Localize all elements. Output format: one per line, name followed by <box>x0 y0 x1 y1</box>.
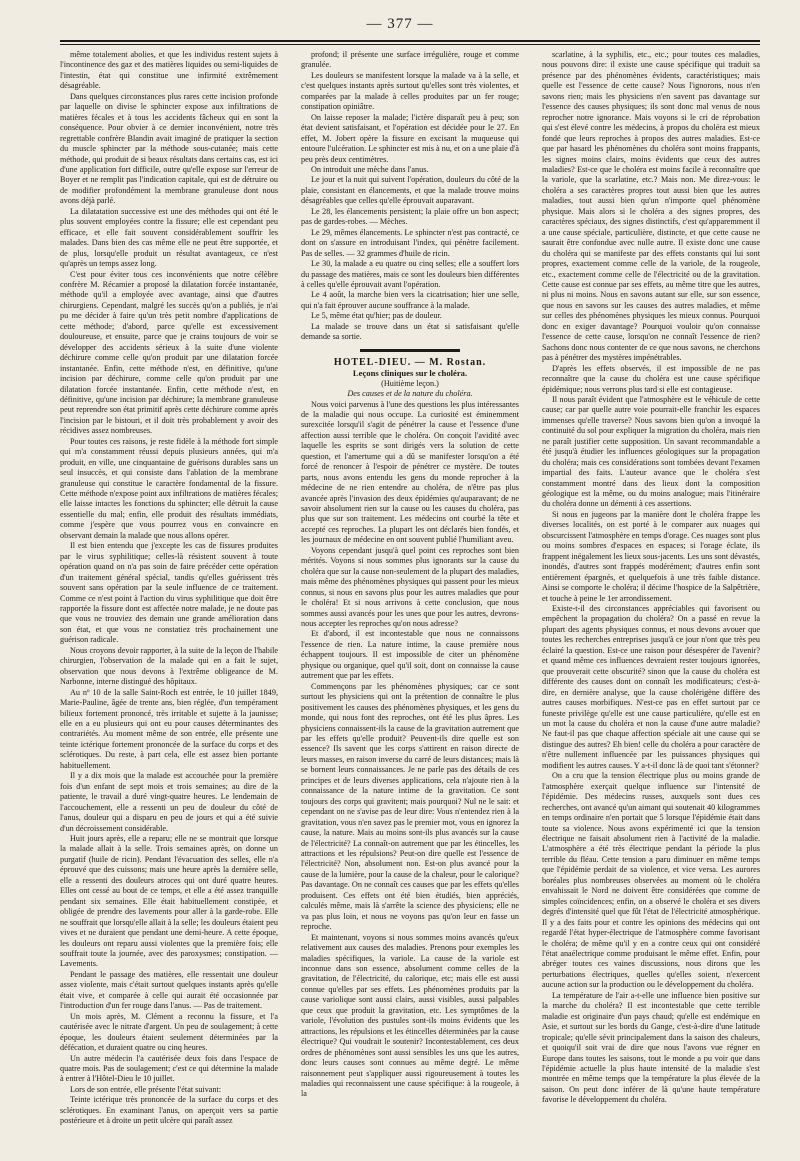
paragraph: Et d'abord, il est incontestable que nous ne connaissons l'essence de rien. La nature intime, la cause première nous échappent toujours. Il est impossible de citer un phénomène physique ou organique, quel qu'il soit, dont on connaisse la cause autrement que par les effets. <box>301 629 519 681</box>
paragraph: Un mois après, M. Clément a reconnu la fissure, et l'a cautérisée avec le nitrate d'argent. Un peu de soulagement; à cette époque, les douleurs étaient seulement déterminées par la défécation, et duraient quatre ou cinq heures. <box>60 1011 278 1053</box>
paragraph: Le jour et la nuit qui suivent l'opération, douleurs du côté de la plaie, consistant en élancements, et que la malade trouve moins désagréables que celles qu'elle éprouvait auparavant. <box>301 175 519 206</box>
section-subtitle: Leçons cliniques sur le choléra. <box>352 368 468 379</box>
paragraph: Le 5, même état qu'hier; pas de douleur. <box>311 311 442 321</box>
paragraph: Le 28, les élancements persistent; la plaie offre un bon aspect; pas de gardes-robes. — Mèches. <box>301 206 519 227</box>
paragraph: Il est bien entendu que j'excepte les cas de fissures produites par le virus syphilitique; celles-là résistent souvent à toute opération quand on n'a pas soin de faire précéder cette opération d'un traitement général spécial, tandis qu'elles guérissent très souvent sans opération par la seule influence de ce traitement. Comme ce n'est point à l'action du virus syphilitique que doit être rapportée la fissure dont est affectée notre malade, je ne doute pas que vous ne trouviez des demain une grande amélioration dans son état, et que vous ne constatiez très prochainement une guérison radicale. <box>60 541 278 645</box>
paragraph: La température de l'air a-t-elle une influence bien positive sur la marche du choléra? Il est incontestable que cette terrible maladie est originaire d'un pays chaud; qu'elle est endémique en Asie, et surtout sur les bords du Gange, c'est-à-dire d'une latitude tropicale; qu'elle sévit principalement dans la saison des chaleurs, et quoiqu'il soit vrai de dire que nous l'avons vue régner en Europe dans toutes les saisons, tout le monde a pu voir que dans l'épidémie actuelle la plus haute intensité de la maladie s'est montrée en même temps que la température la plus élevée de la saison. On peut donc inférer de là qu'une haute température favorise le développement du choléra. <box>542 990 760 1105</box>
paragraph: Teinte ictérique très prononcée de la surface du corps et des sclérotiques. En examinant l'anus, on aperçoit vers sa partie postérieure et à droite un petit ulcère qui paraît assez <box>60 1095 278 1126</box>
column-2 <box>301 50 519 1155</box>
paragraph: Le 29, mêmes élancements. Le sphincter n'est pas contracté, ce dont on s'assure en introduisant l'index, qui pénètre facilement. Pas de selles. — 32 grammes d'huile de ricin. <box>301 227 519 258</box>
paragraph: On a cru que la tension électrique plus ou moins grande de l'atmosphère exerçait quelque influence sur l'intensité de l'épidémie. Des médecins russes, auxquels sont dues ces recherches, ont avancé qu'un aimant qui soutenait 40 kilogrammes en temps ordinaire n'en portait que 5 lorsque l'épidémie était dans toute sa violence. Nous avons expérimenté ici que la tension électrique ne faisait absolument rien à l'activité de la maladie. L'atmosphère a été très électrique pendant la période la plus terrible du fléau. Cette tension a paru diminuer en même temps que l'épidémie perdait de sa violence, et vice versa. Les aurores boréales plus nombreuses observées au moment où le choléra envahissait le Nord ne doivent être considérées que comme de simples coïncidences; enfin, on a observé le choléra et ses divers degrés d'intensité quel que fût l'état de l'électricité atmosphérique. Il y a des faits pour et contre les opinions des médecins qui ont regardé l'état hyper-électrique de l'atmosphère comme favorisant le choléra; de même qu'il y en a contre ceux qui ont considéré l'état anaélectrique comme produisant le même effet. Enfin, pour abréger toutes ces vaines discussions, nous dirons que les perturbations électriques, quelles qu'elles soient, n'exercent aucune action sur la production ou le développement du choléra. <box>542 771 760 990</box>
lecture-topic: Des causes et de la nature du choléra. <box>347 389 473 399</box>
paragraph: Dans quelques circonstances plus rares cette incision profonde par laquelle on divise le sphincter expose aux infiltrations de matières fécales et à tous les accidents fâcheux qui en sont la conséquence. Pour obvier à ce dernier inconvénient, notre très regrettable confrère Blandin avait imaginé de pratiquer la section du muscle sphincter par la méthode sous-cutanée; mais cette méthode, qui produit de si beaux résultats dans certains cas, est ici d'une application fort difficile, outre qu'elle expose sur l'erreur de Boyer et ne remplit pas l'indication capitale, qui est de détruire ou de modifier profondément la membrane granuleuse dont nous avons déjà parlé. <box>60 91 278 206</box>
paragraph: La malade se trouve dans un état si satisfaisant qu'elle demande sa sortie. <box>301 321 519 342</box>
paragraph: Le 30, la malade a eu quatre ou cinq selles; elle a souffert lors du passage des matières, mais ce sont les douleurs bien différentes à celles qu'elle éprouvait avant l'opération. <box>301 259 519 289</box>
paragraph: Et maintenant, voyons si nous sommes moins avancés qu'eux relativement aux causes des maladies. Prenons pour exemples les maladies spécifiques, la variole. La cause de la variole est inconnue dans son essence, absolument comme celles de la gravitation, de l'électricité, du calorique, etc; mais elle est aussi connue qu'elles par ses effets. Les phénomènes produits par la cause variolique sont aussi clairs, aussi visibles, aussi palpables que ceux que produit la gravitation, etc. Les symptômes de la variole, l'évolution des pustules sont-ils moins évidents que les attractions, les répulsions et les étincelles déterminées par la cause électrique? Qui voudrait le soutenir? Incontestablement, ces deux ordres de phénomènes sont aussi sensibles les uns que les autres, donc leurs causes sont connues au même degré. Le même raisonnement peut s'appliquer aussi rigoureusement à toutes les maladies qui reconnaissent une cause spécifique: à la rougeole, à la <box>301 932 519 1099</box>
paragraph: Nous voici parvenus à l'une des questions les plus intéressantes de la maladie qui nous occupe. La curiosité est éminemment surexcitée lorsqu'il s'agit de pénétrer la cause et l'essence d'une affection aussi terrible que le choléra. On conçoit l'avidité avec laquelle les esprits se sont dirigés vers la solution de cette question, et l'amertume qui a dû se manifester lorsqu'on a été forcé de renoncer à l'espoir de pénétrer ce mystère. De toutes parts, nous avons entendu les gens du monde reprocher à la médecine de ne rien entendre au choléra, de n'être pas plus avancée après l'invasion des deux épidémies qu'auparavant; de ne savoir absolument rien sur la cause ou les causes du choléra, pas plus que sur son traitement. Les médecins ont courbé la tête et accepté ces reproches. La plupart les ont déclarés bien fondés, et les journaux de médecine en ont souvent publié l'humiliant aveu. <box>301 399 519 545</box>
paragraph: Lors de son entrée, elle présente l'état suivant: <box>70 1084 222 1094</box>
paragraph: Un autre médecin l'a cautérisée deux fois dans l'espace de quatre mois. Pas de soulagement; c'est ce qui détermine la malade à entrer à l'Hôtel-Dieu le 10 juillet. <box>60 1053 278 1084</box>
paragraph: Nous croyons devoir rapporter, à la suite de la leçon de l'habile chirurgien, l'observation de la malade qui en a fait le sujet, observation que nous devons à l'extrême obligeance de M. Narbonne, interne distingué des hôpitaux. <box>60 645 278 687</box>
header-rule-thin <box>60 44 760 45</box>
section-title: HOTEL-DIEU. — M. Rostan. <box>333 356 487 368</box>
paragraph: La dilatatation successive est une des méthodes qui ont été le plus souvent employées contre la fissure; elle est cependant peu efficace, et elle fait souvent considérablement souffrir les malades. Dans bien des cas même elle ne peut être supportée, et de plus, lorsqu'elle produit un résultat avantageux, ce n'est qu'après un temps assez long. <box>60 206 278 269</box>
section-separator <box>360 349 460 352</box>
page-number: — 377 — <box>366 16 434 32</box>
paragraph: même totalement abolies, et que les individus restent sujets à l'incontinence des gaz et des matières liquides ou semi-liquides de l'intestin, état qui constitue une infirmité extrêmement désagréable. <box>60 50 278 91</box>
paragraph: profond; il présente une surface irrégulière, rouge et comme granulée. <box>301 50 519 70</box>
paragraph: On laisse reposer la malade; l'ictère disparaît peu à peu; son état devient satisfaisant, et l'opération est décidée pour le 27. En effet, M. Jobert opère la fissure en excisant la muqueuse qui entoure l'ulcération. Le sphincter est mis à nu, et on a une plaie d'à peu près deux centimètres. <box>301 112 519 164</box>
paragraph: Huit jours après, elle a reparu; elle ne se montrait que lorsque la malade allait à la selle. Trois semaines après, on donne un purgatif (huile de ricin). Pendant l'évacuation des selles, elle n'a éprouvé que des cuissons; mais une heure après la dernière selle, elle a ressenti des douleurs atroces qui ont duré quatre heures. Elles ont cessé au bout de ce temps, et elle a été assez tranquille pendant six semaines. Elle était habituellement constipée, et obligée de prendre des lavements pour aller à la garde-robe. Elle ne souffrait que lorsqu'elle allait à la selle; les douleurs étaient peu vives et ne duraient que pendant une demi-heure. A cette époque, les douleurs ont reparu aussi violentes que la première fois; elle souffrait toute la journée, avec des paroxysmes; constipation. — Lavements. <box>60 833 278 969</box>
paragraph: C'est pour éviter tous ces inconvénients que notre célèbre confrère M. Récamier a proposé la dilatation forcée instantanée, méthode qu'il a employée avec avantage, ainsi que d'autres chirurgiens. Cependant, malgré les succès qu'on a publiés, je n'ai pu me décider à faire qu'un très petit nombre d'applications de cette méthode; d'abord, parce qu'elle est excessivement douloureuse, et ensuite, parce que je crains toujours de voir se développer des accidents sérieux à la suite d'une violente déchirure comme celle qu'on produit par une dilatation forcée instantanée. Enfin, cette méthode n'est, en définitive, qu'une incision par déchirure, comme celle qu'on produit par une dilatation forcée instantanée. Enfin, cette méthode n'est, en définitive, qu'une incision par déchirure; la membrane granuleuse peut reprendre son état primitif après cette déchirure comme après l'incision par le bistouri, et il doit très probablement y avoir des récidives assez nombreuses. <box>60 269 278 436</box>
paragraph: Existe-t-il des circonstances appréciables qui favorisent ou empêchent la propagation du choléra? On a passé en revue la plupart des agents physiques connus, et nous devons avouer que toutes les recherches entreprises jusqu'à ce jour n'ont que très peu éclairé la question. Est-ce une raison pour désespérer de l'avenir? et quand même ces influences devraient rester toujours ignorées, que prouverait cette obscurité? sinon que la cause du choléra est différente des causes dont on connaît les modificateurs; c'est-à-dire, en dernière analyse, que la cause cholérigène diffère des autres causes morbifiques. N'est-ce pas en effet surtout par ce funeste privilège qu'elle est une cause particulière, qu'elle est en un mot la cause du choléra et non la cause d'une autre maladie? Ne faut-il pas que chaque affection spéciale ait une cause qui se distingue des autres? Eh bien! celle du choléra a pour caractère de n'être nullement influencée par les puissances physiques qui modifient les autres causes. Y a-t-il donc là de quoi tant s'étonner? <box>542 604 760 770</box>
paragraph: Il y a dix mois que la malade est accouchée pour la première fois d'un enfant de sept mois et trois semaines; au dire de la patiente, le travail a duré vingt-quatre heures. Le lendemain de l'accouchement, elle a ressenti un peu de douleur du côté de l'anus, douleur qui a disparu en peu de jours et qui a été suivie d'un décroissement considérable. <box>60 771 278 833</box>
paragraph: Le 4 août, la marche bien vers la cicatrisation; hier une selle, qui n'a fait éprouver aucune souffrance à la malade. <box>301 290 519 310</box>
paragraph: Voyons cependant jusqu'à quel point ces reproches sont bien mérités. Voyons si nous sommes plus ignorants sur la cause du choléra que sur la cause non-seulement de la plupart des maladies, mais même des phénomènes physiques qui passent pour les mieux connus, si nous en savons plus pour les autres maladies que pour le choléra! Et si nous arrivons à cette conclusion, que nous sommes aussi avancés pour les unes que pour les autres, devrons-nous accepter les reproches qu'on nous adresse? <box>301 545 519 629</box>
paragraph: Les douleurs se manifestent lorsque la malade va à la selle, et c'est quelques instants après surtout qu'elles sont très violentes, et comparées par la malade à celles produites par un fer rouge; constipation opiniâtre. <box>301 70 519 112</box>
paragraph: On introduit une mèche dans l'anus. <box>311 164 429 174</box>
column-3 <box>542 50 760 1155</box>
header-rule <box>60 40 760 42</box>
paragraph: Au nº 10 de la salle Saint-Roch est entrée, le 10 juillet 1849, Marie-Pauline, âgée de trente ans, bien réglée, d'un tempérament bilieux fortement prononcé, très irritable et sujette à la jaunisse; elle en a eu plusieurs qui ont eu pour causes déterminantes des contrariétés. Au moment même de son entrée, elle présente une teinte ictérique fortement prononcée de la surface du corps et des sclérotiques. Du reste, à part cela, elle est assez bien portante habituellement. <box>60 687 278 770</box>
lecture-number: (Huitième leçon.) <box>381 378 439 388</box>
column-1 <box>60 50 278 1155</box>
paragraph: Commençons par les phénomènes physiques; car ce sont surtout les physiciens qui ont la prétention de connaître le plus positivement les causes des phénomènes physiques, et les gens du monde, qui nous font des reproches, ont été les plus âpres. Les physiciens connaissent-ils la cause de la gravitation autrement que par les effets qu'elle produit? Peuvent-ils dire quelle est son essence? Ils savent que les corps s'attirent en raison directe de leurs masses, en raison inverse du carré de leurs distances; mais là se bornent leurs connaissances. Je ne parle pas des détails de ces principes et de leurs diverses applications, cela n'ajoute rien à la connaissance de la nature intime de la gravitation. Ce sont toujours des corps qui gravitent; mais pourquoi? Nul ne le sait: et cependant on ne s'avise pas de leur dire: Vous n'entendez rien à la gravitation, vous n'en savez pas le premier mot, vous en ignorez la cause, la nature. Mais au moins sont-ils plus avancés sur la cause de l'électricité? La connaît-on autrement que par les étincelles, les attractions et les répulsions? Peut-on dire quelle est l'essence de l'électricité? Non, absolument non. Est-on plus avancé pour la cause de la lumière, pour la cause de la chaleur, pour le calorique? Pas davantage. On ne connaît ces causes que par les effets qu'elles produisent. Ces effets ont été bien étudiés, bien appréciés, calculés même, mais là s'arrête la science des physiciens; elle ne va pas plus loin, et nous ne voyons pas qu'on leur en fasse un reproche. <box>301 681 519 932</box>
paragraph: Pour toutes ces raisons, je reste fidèle à la méthode fort simple qui m'a constamment réussi depuis plusieurs années, qui m'a produit, en ville, une cinquantaine de guérisons durables sans un seul insuccès, et qui consiste dans l'ablation de la membrane granuleuse qui constitue le caractère fondamental de la fissure. Cette méthode n'expose point aux infiltrations de matières fécales; elle laisse intactes les fonctions du sphincter; elle détruit la cause essentielle du mal; enfin, elle produit des résultats immédiats, comme j'espère que vous pourrez vous en convaincre en observant demain la malade que nous allons opérer. <box>60 436 278 540</box>
paragraph: Il nous paraît évident que l'atmosphère est le véhicule de cette cause; car par quelle autre voie pourrait-elle franchir les espaces immenses qu'elle traverse? Nous savons bien qu'on a invoqué la continuité du sol pour expliquer la migration du choléra, mais rien ne paraît justifier cette supposition. Un savant recommandable a été jusqu'à étudier les influences géologiques sur la propagation du choléra; mais ces considérations sont tombées devant l'examen impartial des faits. L'auteur avance que le choléra s'est constamment montré dans des lieux dont la composition géologique est la même, ou du moins analogue; mais l'itinéraire du choléra donne un démenti à ces assertions. <box>542 394 760 509</box>
paragraph: scarlatine, à la syphilis, etc., etc.; pour toutes ces maladies, nous pouvons dire: il existe une cause spécifique qui traduit sa présence par des phénomènes évidents, caractéristiques; mais quelle est l'essence de cette cause? Nous l'ignorons, nous n'en savons rien; mais les physiciens n'en savent pas davantage sur l'essence des causes physiques; ils sont donc mal venus de nous reprocher notre ignorance. Mais voyons si le cri de réprobation qui s'est élevé contre les médecins, à propos du choléra est mieux fondé que leurs reproches à propos des autres maladies. Est-ce que par hasard les phénomènes du choléra sont moins frappants, les signes moins clairs, moins évidents que ceux des autres maladies? Est-ce que le choléra est moins facile à reconnaître que la variole, que la scarlatine, etc.? Mais non. Me direz-vous: le choléra a ses caractères propres tout aussi bien que les autres maladies, tout aussi bien qu'un n'importe quel phénomène physique. Mais alors si le choléra a des signes propres, des caractères spéciaux, des signes distinctifs, c'est qu'apparemment il a une cause spéciale, particulière, distincte, et que cette cause ne saurait être confondue avec nulle autre. Il existe donc une cause du choléra qui se manifeste par des effets constants qui lui sont propres, exactement comme celle de la variole, de la rougeole, etc., exactement comme celle de l'électricité ou de la gravitation. Cette cause est connue par ses effets, au même titre que les autres, ni plus ni moins. Nous en savons autant sur elle, sur son essence, que nous en savons sur les causes des autres maladies, et même sur celles des phénomènes physiques les mieux connus. Pourquoi donc en exiger davantage? Pourquoi vouloir qu'on connaisse l'essence de cette cause, lorsqu'on ne connaît l'essence de rien? Sachons donc nous contenter de ce que nous savons, ne cherchons pas à pénétrer des mystères impénétrables. <box>542 50 760 363</box>
paragraph: D'après les effets observés, il est impossible de ne pas reconnaître que la cause du choléra est une cause spécifique épidémique; nous verrons plus tard si elle est contagieuse. <box>542 363 760 394</box>
paragraph: Si nous en jugeons par la manière dont le choléra frappe les diverses localités, on est porté à le comparer aux nuages qui obscurcissent l'atmosphère en temps d'orage. Ces nuages sont plus ou moins sombres d'espaces en espaces; si l'orage éclate, ils frappent inégalement les lieux sous-jacents. Les uns sont dévastés, inondés, d'autres sont frappés modérément; d'autres enfin sont entièrement épargnés, et quelquefois à une très faible distance. Ainsi se comporte le choléra; il décime l'hospice de la Salpêtrière, et touche à peine le 1er arrondissement. <box>542 509 760 603</box>
paragraph: Pendant le passage des matières, elle ressentait une douleur assez violente, mais c'était surtout quelques instants après qu'elle était vive, et comparée à celle qui aurait été occasionnée par l'introduction d'un fer rouge dans l'anus. — Pas de traitement. <box>60 969 278 1011</box>
